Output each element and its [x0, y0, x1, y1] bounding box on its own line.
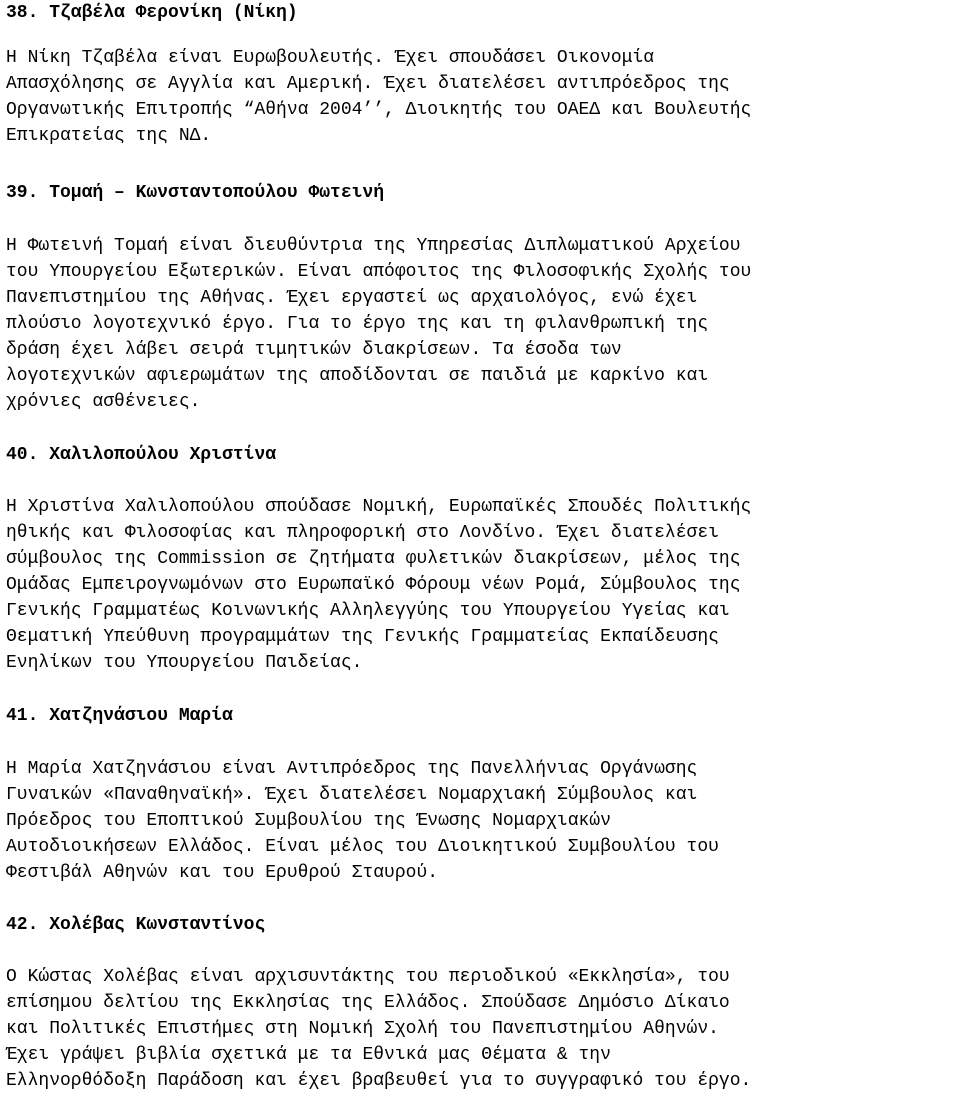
- paragraph-line: Ενηλίκων του Υπουργείου Παιδείας.: [6, 653, 363, 673]
- paragraph-line: Επικρατείας της ΝΔ.: [6, 126, 212, 146]
- paragraph-line: Ομάδας Εμπειρογνωμόνων στο Ευρωπαϊκό Φόρουμ νέων Ρομά, Σύμβουλος της: [6, 575, 741, 595]
- paragraph-line: Αυτοδιοικήσεων Ελλάδος. Είναι μέλος του Διοικητικού Συμβουλίου του: [6, 837, 719, 857]
- paragraph-line: ηθικής και Φιλοσοφίας και πληροφορική στο Λονδίνο. Έχει διατελέσει: [6, 523, 719, 543]
- section-heading: 38. Τζαβέλα Φερονίκη (Νίκη): [6, 3, 298, 23]
- paragraph-line: Η Φωτεινή Τομαή είναι διευθύντρια της Υπηρεσίας Διπλωματικού Αρχείου: [6, 236, 741, 256]
- paragraph-line: Οργανωτικής Επιτροπής “Αθήνα 2004’’, Διοικητής του ΟΑΕΔ και Βουλευτής: [6, 100, 752, 120]
- paragraph-line: Ο Κώστας Χολέβας είναι αρχισυντάκτης του περιοδικού «Εκκλησία», του: [6, 967, 730, 987]
- paragraph-line: επίσημου δελτίου της Εκκλησίας της Ελλάδος. Σπούδασε Δημόσιο Δίκαιο: [6, 993, 730, 1013]
- paragraph-line: σύμβουλος της Commission σε ζητήματα φυλετικών διακρίσεων, μέλος της: [6, 549, 741, 569]
- paragraph-line: Πανεπιστημίου της Αθήνας. Έχει εργαστεί ως αρχαιολόγος, ενώ έχει: [6, 288, 698, 308]
- paragraph-line: Η Μαρία Χατζηνάσιου είναι Αντιπρόεδρος της Πανελλήνιας Οργάνωσης: [6, 759, 698, 779]
- section-heading: 40. Χαλιλοπούλου Χριστίνα: [6, 445, 277, 465]
- paragraph-line: του Υπουργείου Εξωτερικών. Είναι απόφοιτος της Φιλοσοφικής Σχολής του: [6, 262, 752, 282]
- paragraph-line: λογοτεχνικών αφιερωμάτων της αποδίδονται σε παιδιά με καρκίνο και: [6, 366, 709, 386]
- paragraph-line: Η Νίκη Τζαβέλα είναι Ευρωβουλευτής. Έχει σπουδάσει Οικονομία: [6, 48, 655, 68]
- paragraph-line: δράση έχει λάβει σειρά τιμητικών διακρίσεων. Τα έσοδα των: [6, 340, 622, 360]
- paragraph-line: χρόνιες ασθένειες.: [6, 392, 201, 412]
- paragraph-line: Ελληνορθόδοξη Παράδοση και έχει βραβευθεί για το συγγραφικό του έργο.: [6, 1071, 752, 1091]
- paragraph-line: Έχει γράψει βιβλία σχετικά με τα Εθνικά μας Θέματα & την: [6, 1045, 611, 1065]
- paragraph-line: Η Χριστίνα Χαλιλοπούλου σπούδασε Νομική, Ευρωπαϊκές Σπουδές Πολιτικής: [6, 497, 752, 517]
- section-heading: 41. Χατζηνάσιου Μαρία: [6, 706, 233, 726]
- paragraph-line: Φεστιβάλ Αθηνών και του Ερυθρού Σταυρού.: [6, 863, 439, 883]
- section-heading: 42. Χολέβας Κωνσταντίνος: [6, 915, 266, 935]
- paragraph-line: Γενικής Γραμματέως Κοινωνικής Αλληλεγγύης του Υπουργείου Υγείας και: [6, 601, 730, 621]
- paragraph-line: Θεματική Υπεύθυνη προγραμμάτων της Γενικής Γραμματείας Εκπαίδευσης: [6, 627, 719, 647]
- paragraph-line: και Πολιτικές Επιστήμες στη Νομική Σχολή του Πανεπιστημίου Αθηνών.: [6, 1019, 719, 1039]
- paragraph-line: Γυναικών «Παναθηναϊκή». Έχει διατελέσει Νομαρχιακή Σύμβουλος και: [6, 785, 698, 805]
- paragraph-line: Απασχόλησης σε Αγγλία και Αμερική. Έχει διατελέσει αντιπρόεδρος της: [6, 74, 730, 94]
- section-heading: 39. Τομαή – Κωνσταντοπούλου Φωτεινή: [6, 183, 385, 203]
- paragraph-line: πλούσιο λογοτεχνικό έργο. Για το έργο της και τη φιλανθρωπική της: [6, 314, 709, 334]
- paragraph-line: Πρόεδρος του Εποπτικού Συμβουλίου της Ένωσης Νομαρχιακών: [6, 811, 611, 831]
